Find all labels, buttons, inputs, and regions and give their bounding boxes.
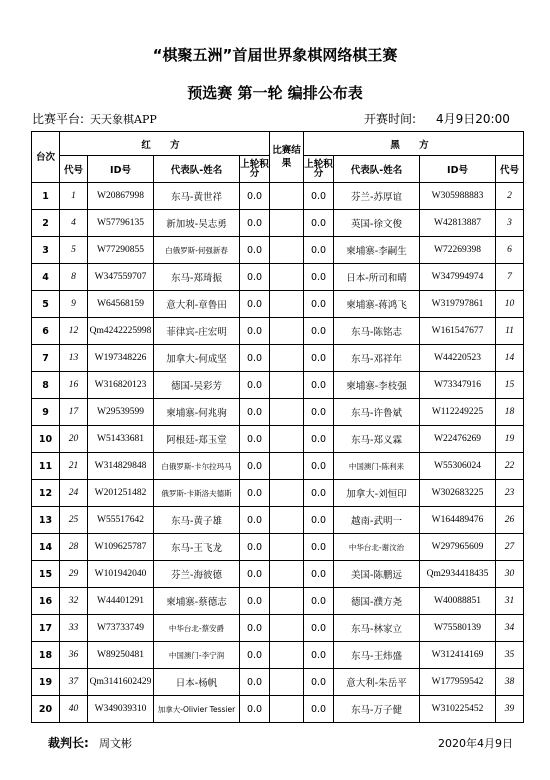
black-code: 22 [496, 453, 524, 480]
result [270, 669, 304, 696]
red-code: 28 [60, 534, 88, 561]
red-team-name: 阿根廷-郑玉堂 [154, 426, 240, 453]
header-result: 比赛结果 [270, 132, 304, 183]
table-number: 6 [32, 318, 60, 345]
black-id: Qm2934418435 [420, 561, 496, 588]
red-team-name: 芬兰-海彼德 [154, 561, 240, 588]
header-red-id: ID号 [88, 156, 154, 183]
table-number: 14 [32, 534, 60, 561]
black-id: W40088851 [420, 588, 496, 615]
red-team-name: 东马-黄子雄 [154, 507, 240, 534]
black-prev-score: 0.0 [304, 345, 334, 372]
red-id: Qm4242225998 [88, 318, 154, 345]
black-team-name: 德国-濮方尧 [334, 588, 420, 615]
black-code: 18 [496, 399, 524, 426]
black-id: W310225452 [420, 696, 496, 723]
table-number: 18 [32, 642, 60, 669]
black-id: W161547677 [420, 318, 496, 345]
header-red-prev-score: 上轮积分 [240, 156, 270, 183]
black-prev-score: 0.0 [304, 534, 334, 561]
black-code: 15 [496, 372, 524, 399]
red-id: W44401291 [88, 588, 154, 615]
header-red-team: 代表队-姓名 [154, 156, 240, 183]
header-black-team: 代表队-姓名 [334, 156, 420, 183]
black-team-name: 东马-林家立 [334, 615, 420, 642]
platform-value: 天天象棋APP [90, 113, 157, 126]
red-code: 24 [60, 480, 88, 507]
header-red-side: 红 方 [60, 132, 270, 156]
red-team-name: 德国-吴彩芳 [154, 372, 240, 399]
black-id: W42813887 [420, 210, 496, 237]
red-prev-score: 0.0 [240, 372, 270, 399]
table-number: 11 [32, 453, 60, 480]
result [270, 183, 304, 210]
red-code: 29 [60, 561, 88, 588]
table-number: 16 [32, 588, 60, 615]
red-prev-score: 0.0 [240, 615, 270, 642]
black-team-name: 加拿大-刘恒印 [334, 480, 420, 507]
header-black-side: 黑 方 [304, 132, 524, 156]
table-number: 5 [32, 291, 60, 318]
black-team-name: 东马-万子健 [334, 696, 420, 723]
red-prev-score: 0.0 [240, 453, 270, 480]
result [270, 453, 304, 480]
black-code: 19 [496, 426, 524, 453]
red-prev-score: 0.0 [240, 345, 270, 372]
red-code: 25 [60, 507, 88, 534]
red-id: W314829848 [88, 453, 154, 480]
black-code: 27 [496, 534, 524, 561]
black-code: 3 [496, 210, 524, 237]
table-row [32, 345, 524, 372]
black-code: 26 [496, 507, 524, 534]
red-code: 16 [60, 372, 88, 399]
black-team-name: 芬兰-苏厚谊 [334, 183, 420, 210]
table-row [32, 696, 524, 723]
result [270, 615, 304, 642]
table-row [32, 588, 524, 615]
red-team-name: 意大利-章鲁田 [154, 291, 240, 318]
black-id: W112249225 [420, 399, 496, 426]
black-prev-score: 0.0 [304, 669, 334, 696]
black-prev-score: 0.0 [304, 561, 334, 588]
red-code: 9 [60, 291, 88, 318]
black-prev-score: 0.0 [304, 426, 334, 453]
black-id: W72269398 [420, 237, 496, 264]
result [270, 588, 304, 615]
red-prev-score: 0.0 [240, 669, 270, 696]
red-code: 20 [60, 426, 88, 453]
result [270, 318, 304, 345]
black-prev-score: 0.0 [304, 507, 334, 534]
black-team-name: 柬埔寨-李枝强 [334, 372, 420, 399]
black-team-name: 柬埔寨-蒋鸿飞 [334, 291, 420, 318]
black-prev-score: 0.0 [304, 237, 334, 264]
table-number: 19 [32, 669, 60, 696]
black-prev-score: 0.0 [304, 372, 334, 399]
red-team-name: 中国澳门-李宁润 [154, 642, 240, 669]
result [270, 372, 304, 399]
black-team-name: 美国-陈鹏远 [334, 561, 420, 588]
black-id: W22476269 [420, 426, 496, 453]
result [270, 399, 304, 426]
red-prev-score: 0.0 [240, 399, 270, 426]
red-code: 1 [60, 183, 88, 210]
red-team-name: 白俄罗斯-卡尔拉玛马 [154, 453, 240, 480]
red-prev-score: 0.0 [240, 642, 270, 669]
red-id: W51433681 [88, 426, 154, 453]
red-team-name: 东马-黄世祥 [154, 183, 240, 210]
black-code: 38 [496, 669, 524, 696]
black-code: 39 [496, 696, 524, 723]
black-team-name: 英国-徐文俊 [334, 210, 420, 237]
black-id: W44220523 [420, 345, 496, 372]
header-red-code: 代号 [60, 156, 88, 183]
red-code: 12 [60, 318, 88, 345]
red-prev-score: 0.0 [240, 426, 270, 453]
red-id: W349039310 [88, 696, 154, 723]
red-team-name: 菲律宾-庄宏明 [154, 318, 240, 345]
black-id: W73347916 [420, 372, 496, 399]
black-prev-score: 0.0 [304, 588, 334, 615]
header-black-prev-score: 上轮积分 [304, 156, 334, 183]
result [270, 345, 304, 372]
red-team-name: 加拿大-何成坚 [154, 345, 240, 372]
red-id: W316820123 [88, 372, 154, 399]
table-row [32, 372, 524, 399]
header-table-no: 台次 [32, 132, 60, 183]
red-prev-score: 0.0 [240, 237, 270, 264]
red-team-name: 新加坡-吴志勇 [154, 210, 240, 237]
red-team-name: 白俄罗斯-何强新春 [154, 237, 240, 264]
black-code: 7 [496, 264, 524, 291]
black-id: W55306024 [420, 453, 496, 480]
red-prev-score: 0.0 [240, 696, 270, 723]
table-row [32, 237, 524, 264]
table-row [32, 642, 524, 669]
red-code: 32 [60, 588, 88, 615]
black-prev-score: 0.0 [304, 210, 334, 237]
referee-label: 裁判长: [48, 736, 89, 750]
table-number: 15 [32, 561, 60, 588]
black-code: 11 [496, 318, 524, 345]
red-code: 13 [60, 345, 88, 372]
table-row [32, 534, 524, 561]
red-code: 8 [60, 264, 88, 291]
black-team-name: 日本-所司和晴 [334, 264, 420, 291]
result [270, 507, 304, 534]
result [270, 237, 304, 264]
red-team-name: 柬埔寨-蔡德志 [154, 588, 240, 615]
red-team-name: 柬埔寨-何兆驹 [154, 399, 240, 426]
table-number: 9 [32, 399, 60, 426]
black-code: 31 [496, 588, 524, 615]
table-row [32, 426, 524, 453]
referee-name: 周文彬 [99, 737, 132, 750]
red-code: 36 [60, 642, 88, 669]
red-id: W64568159 [88, 291, 154, 318]
table-number: 13 [32, 507, 60, 534]
red-team-name: 中华台北-蔡安爵 [154, 615, 240, 642]
result [270, 291, 304, 318]
red-prev-score: 0.0 [240, 507, 270, 534]
black-team-name: 柬埔寨-李嗣生 [334, 237, 420, 264]
table-row [32, 480, 524, 507]
header-black-id: ID号 [420, 156, 496, 183]
black-prev-score: 0.0 [304, 318, 334, 345]
result [270, 480, 304, 507]
black-id: W305988883 [420, 183, 496, 210]
table-row [32, 453, 524, 480]
result [270, 264, 304, 291]
table-row [32, 183, 524, 210]
publish-date: 2020年4月9日 [438, 737, 513, 750]
result [270, 210, 304, 237]
black-code: 6 [496, 237, 524, 264]
red-id: W55517642 [88, 507, 154, 534]
black-team-name: 中华台北-谢汶治 [334, 534, 420, 561]
table-row [32, 669, 524, 696]
table-number: 4 [32, 264, 60, 291]
black-id: W177959542 [420, 669, 496, 696]
table-row [32, 318, 524, 345]
table-row [32, 210, 524, 237]
red-id: W109625787 [88, 534, 154, 561]
black-prev-score: 0.0 [304, 399, 334, 426]
black-prev-score: 0.0 [304, 696, 334, 723]
black-id: W164489476 [420, 507, 496, 534]
red-prev-score: 0.0 [240, 264, 270, 291]
red-prev-score: 0.0 [240, 291, 270, 318]
page-subtitle: 预选赛 第一轮 编排公布表 [187, 84, 363, 102]
red-team-name: 日本-杨帆 [154, 669, 240, 696]
black-id: W319797861 [420, 291, 496, 318]
black-team-name: 东马-邓祥年 [334, 345, 420, 372]
red-prev-score: 0.0 [240, 480, 270, 507]
black-team-name: 东马-许鲁斌 [334, 399, 420, 426]
black-id: W297965609 [420, 534, 496, 561]
black-code: 2 [496, 183, 524, 210]
red-prev-score: 0.0 [240, 318, 270, 345]
table-number: 3 [32, 237, 60, 264]
header-black-code: 代号 [496, 156, 524, 183]
red-code: 5 [60, 237, 88, 264]
result [270, 642, 304, 669]
table-number: 7 [32, 345, 60, 372]
platform-label: 比赛平台: [32, 112, 85, 126]
red-id: W201251482 [88, 480, 154, 507]
black-id: W347994974 [420, 264, 496, 291]
black-prev-score: 0.0 [304, 453, 334, 480]
black-prev-score: 0.0 [304, 291, 334, 318]
red-team-name: 加拿大-Olivier Tessier [154, 696, 240, 723]
black-code: 30 [496, 561, 524, 588]
black-prev-score: 0.0 [304, 642, 334, 669]
black-code: 10 [496, 291, 524, 318]
red-id: W347559707 [88, 264, 154, 291]
red-id: W73733749 [88, 615, 154, 642]
red-prev-score: 0.0 [240, 534, 270, 561]
red-id: Qm3141602429 [88, 669, 154, 696]
table-row [32, 264, 524, 291]
red-prev-score: 0.0 [240, 588, 270, 615]
table-number: 1 [32, 183, 60, 210]
black-prev-score: 0.0 [304, 615, 334, 642]
black-team-name: 中国澳门-陈利来 [334, 453, 420, 480]
red-id: W77290855 [88, 237, 154, 264]
red-prev-score: 0.0 [240, 561, 270, 588]
red-code: 33 [60, 615, 88, 642]
table-number: 12 [32, 480, 60, 507]
result [270, 426, 304, 453]
table-row [32, 561, 524, 588]
black-code: 35 [496, 642, 524, 669]
red-team-name: 东马-郑琦振 [154, 264, 240, 291]
black-team-name: 东马-郑义霖 [334, 426, 420, 453]
table-number: 10 [32, 426, 60, 453]
red-team-name: 东马-王飞龙 [154, 534, 240, 561]
start-time-label: 开赛时间: [364, 112, 417, 126]
red-code: 40 [60, 696, 88, 723]
red-prev-score: 0.0 [240, 183, 270, 210]
table-row [32, 507, 524, 534]
black-code: 14 [496, 345, 524, 372]
red-code: 21 [60, 453, 88, 480]
black-code: 34 [496, 615, 524, 642]
red-code: 4 [60, 210, 88, 237]
black-team-name: 意大利-朱岳平 [334, 669, 420, 696]
black-id: W302683225 [420, 480, 496, 507]
result [270, 534, 304, 561]
red-id: W197348226 [88, 345, 154, 372]
table-row [32, 615, 524, 642]
red-code: 17 [60, 399, 88, 426]
table-number: 8 [32, 372, 60, 399]
black-id: W312414169 [420, 642, 496, 669]
red-id: W101942040 [88, 561, 154, 588]
table-number: 2 [32, 210, 60, 237]
table-number: 17 [32, 615, 60, 642]
start-time-value: 4月9日20:00 [436, 112, 510, 126]
red-prev-score: 0.0 [240, 210, 270, 237]
red-team-name: 俄罗斯-卡斯洛夫德斯 [154, 480, 240, 507]
black-prev-score: 0.0 [304, 183, 334, 210]
black-prev-score: 0.0 [304, 480, 334, 507]
result [270, 561, 304, 588]
black-prev-score: 0.0 [304, 264, 334, 291]
result [270, 696, 304, 723]
red-code: 37 [60, 669, 88, 696]
table-row [32, 291, 524, 318]
table-row [32, 399, 524, 426]
table-number: 20 [32, 696, 60, 723]
red-id: W57796135 [88, 210, 154, 237]
black-team-name: 东马-陈铭志 [334, 318, 420, 345]
red-id: W20867998 [88, 183, 154, 210]
black-team-name: 越南-武明一 [334, 507, 420, 534]
black-code: 23 [496, 480, 524, 507]
red-id: W89250481 [88, 642, 154, 669]
red-id: W29539599 [88, 399, 154, 426]
black-id: W75580139 [420, 615, 496, 642]
page-title: “棋聚五洲”首届世界象棋网络棋王赛 [152, 46, 398, 64]
black-team-name: 东马-王炜盛 [334, 642, 420, 669]
pairing-table [31, 131, 524, 723]
